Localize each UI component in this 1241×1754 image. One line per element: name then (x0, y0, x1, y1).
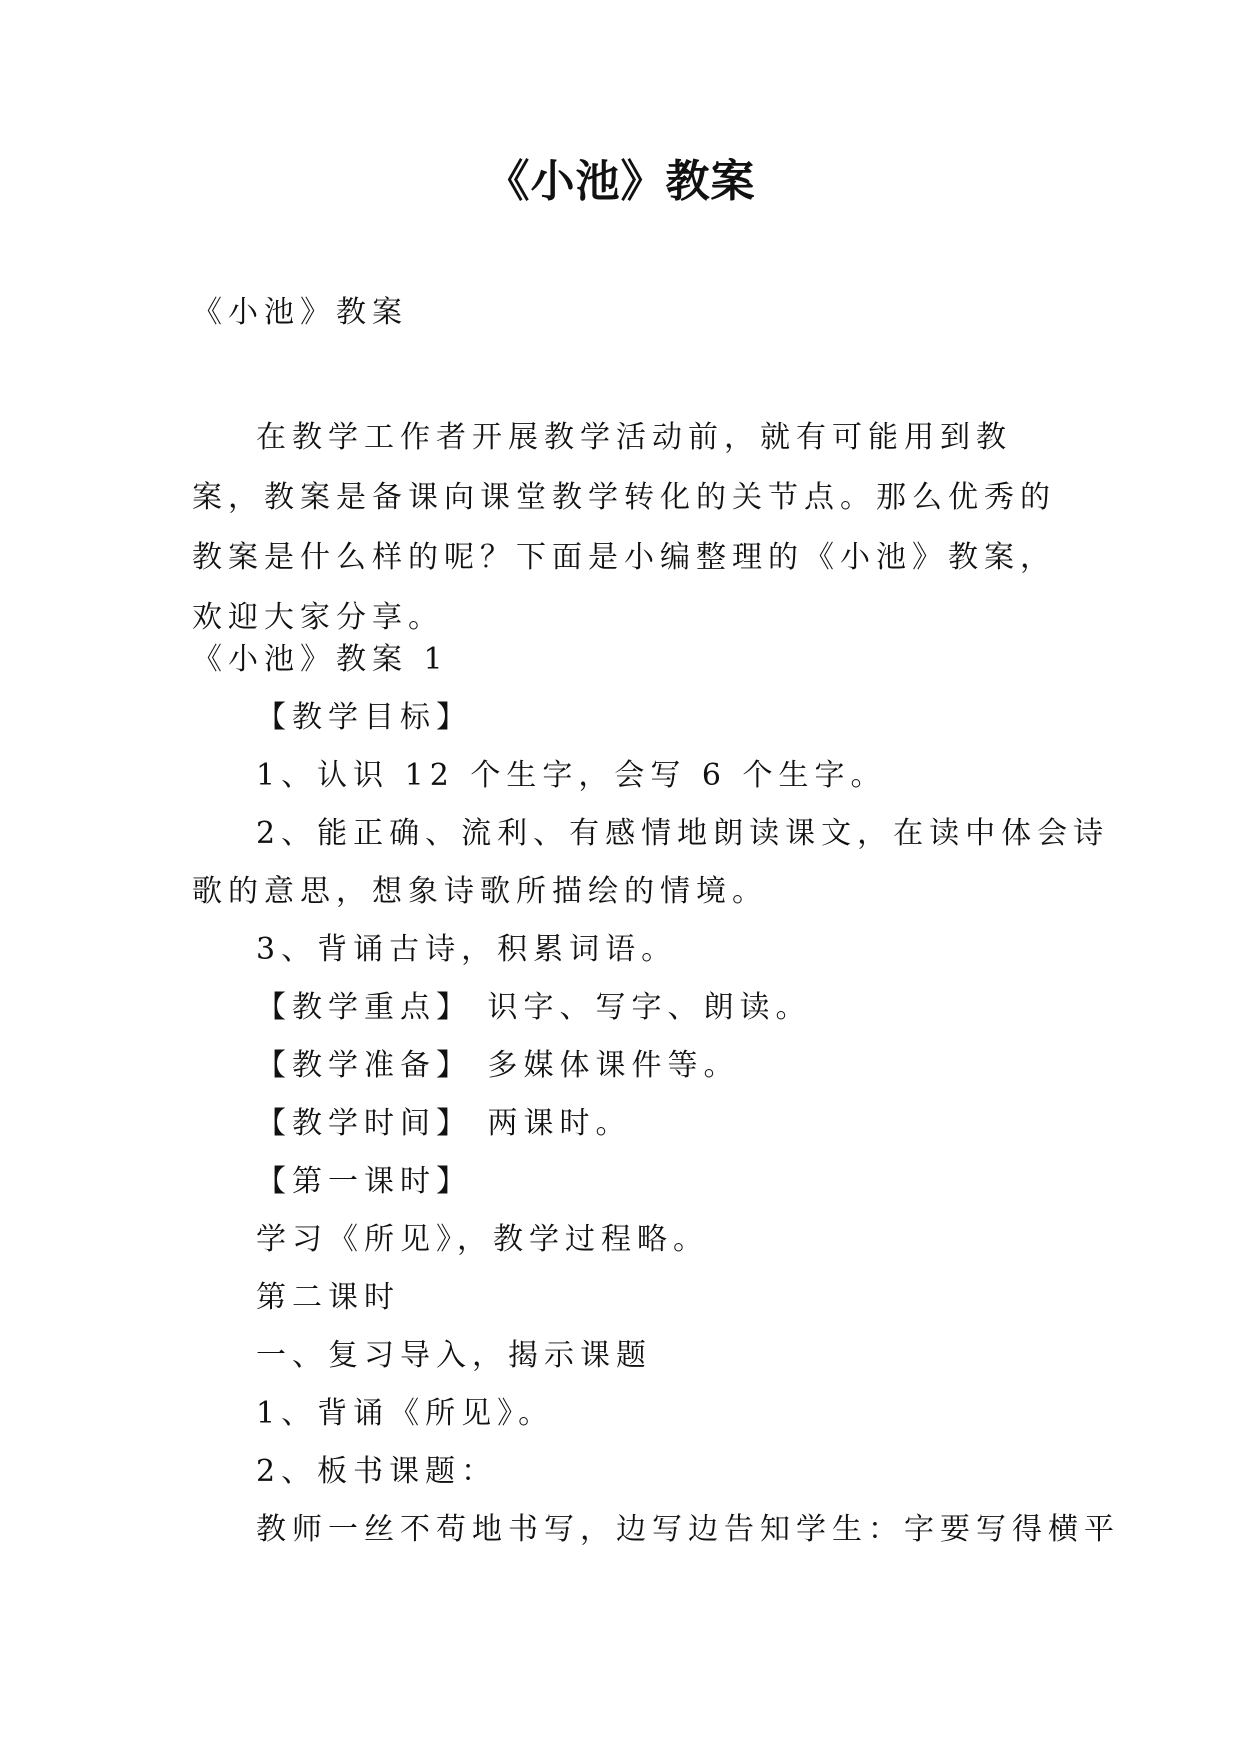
goal-2-line-1: 2、能正确、流利、有感情地朗读课文，在读中体会诗 (256, 816, 1110, 851)
goal-2-line-2: 歌的意思，想象诗歌所描绘的情境。 (192, 874, 768, 909)
teaching-time: 【教学时间】 两课时。 (256, 1106, 632, 1141)
lesson-2-heading: 第二课时 (256, 1280, 400, 1315)
key-points: 【教学重点】 识字、写字、朗读。 (256, 990, 812, 1025)
step-1-heading: 一、复习导入，揭示课题 (256, 1338, 652, 1373)
lesson-1-heading: 【第一课时】 (256, 1164, 472, 1199)
step-1-item-3: 教师一丝不苟地书写，边写边告知学生：字要写得横平 (256, 1512, 1120, 1547)
intro-paragraph: 在教学工作者开展教学活动前，就有可能用到教案，教案是备课向课堂教学转化的关节点。那么优秀的教案是什么样的呢？下面是小编整理的《小池》教案，欢迎大家分享。 (192, 420, 1056, 635)
step-1-item-1: 1、背诵《所见》。 (256, 1396, 555, 1431)
goal-3: 3、背诵古诗，积累词语。 (256, 932, 678, 967)
document-subtitle: 《小池》教案 (192, 295, 408, 330)
goal-1: 1、认识 12 个生字，会写 6 个生字。 (256, 758, 887, 793)
section-title: 《小池》教案 1 (192, 642, 449, 677)
preparation: 【教学准备】 多媒体课件等。 (256, 1048, 740, 1083)
step-1-item-2: 2、板书课题： (256, 1454, 498, 1489)
goals-heading: 【教学目标】 (256, 700, 472, 735)
document-title: 《小池》教案 (485, 156, 756, 207)
lesson-1-text: 学习《所见》，教学过程略。 (256, 1222, 709, 1257)
